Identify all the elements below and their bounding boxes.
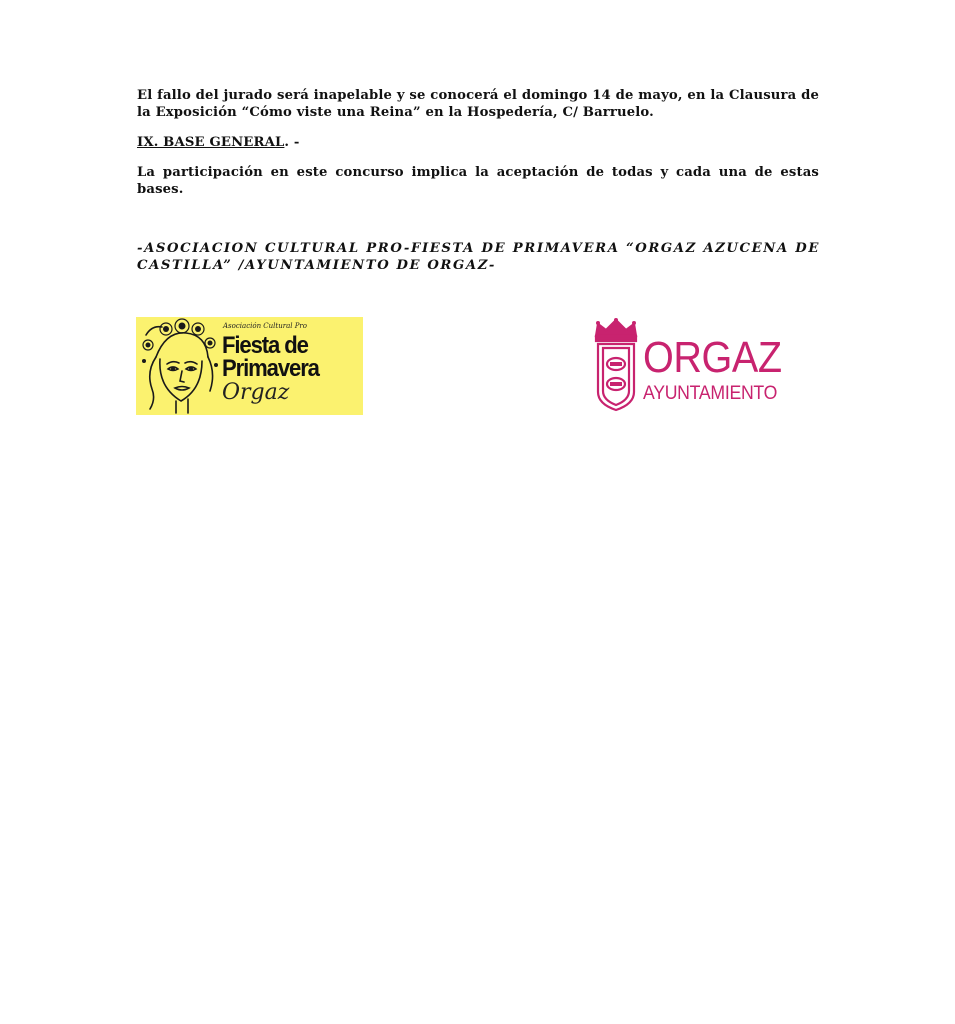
signature-line: -ASOCIACION CULTURAL PRO-FIESTA DE PRIMAVERA “ORGAZ AZUCENA DE CASTILLA” /AYUNTAMIENTO DE ORGAZ- <box>137 241 820 273</box>
fiesta-logo-line1: Fiesta de <box>222 332 308 359</box>
participation-paragraph: La participación en este concurso implica la aceptación de todas y cada una de estas bases. <box>137 165 819 197</box>
ayuntamiento-orgaz-logo <box>592 318 802 414</box>
fiesta-primavera-logo <box>136 317 363 415</box>
section-heading <box>137 134 819 151</box>
jury-decision-paragraph: El fallo del jurado será inapelable y se conocerá el domingo 14 de mayo, en la Clausura de la Exposición “Cómo viste una Reina” en la Hospedería, C/ Barruelo. <box>137 88 819 120</box>
orgaz-logo-subtitle: AYUNTAMIENTO <box>643 383 778 404</box>
woman-face-flowers-icon <box>136 317 226 415</box>
orgaz-logo-name: ORGAZ <box>643 333 782 382</box>
fiesta-logo-script: Orgaz <box>222 380 290 405</box>
fiesta-logo-line2: Primavera <box>222 355 319 382</box>
section-heading-title: IX. BASE GENERAL <box>137 135 285 150</box>
crowned-shield-icon <box>592 318 640 414</box>
section-heading-suffix: . - <box>284 135 300 150</box>
fiesta-logo-small-text: Asociación Cultural Pro <box>223 322 307 330</box>
